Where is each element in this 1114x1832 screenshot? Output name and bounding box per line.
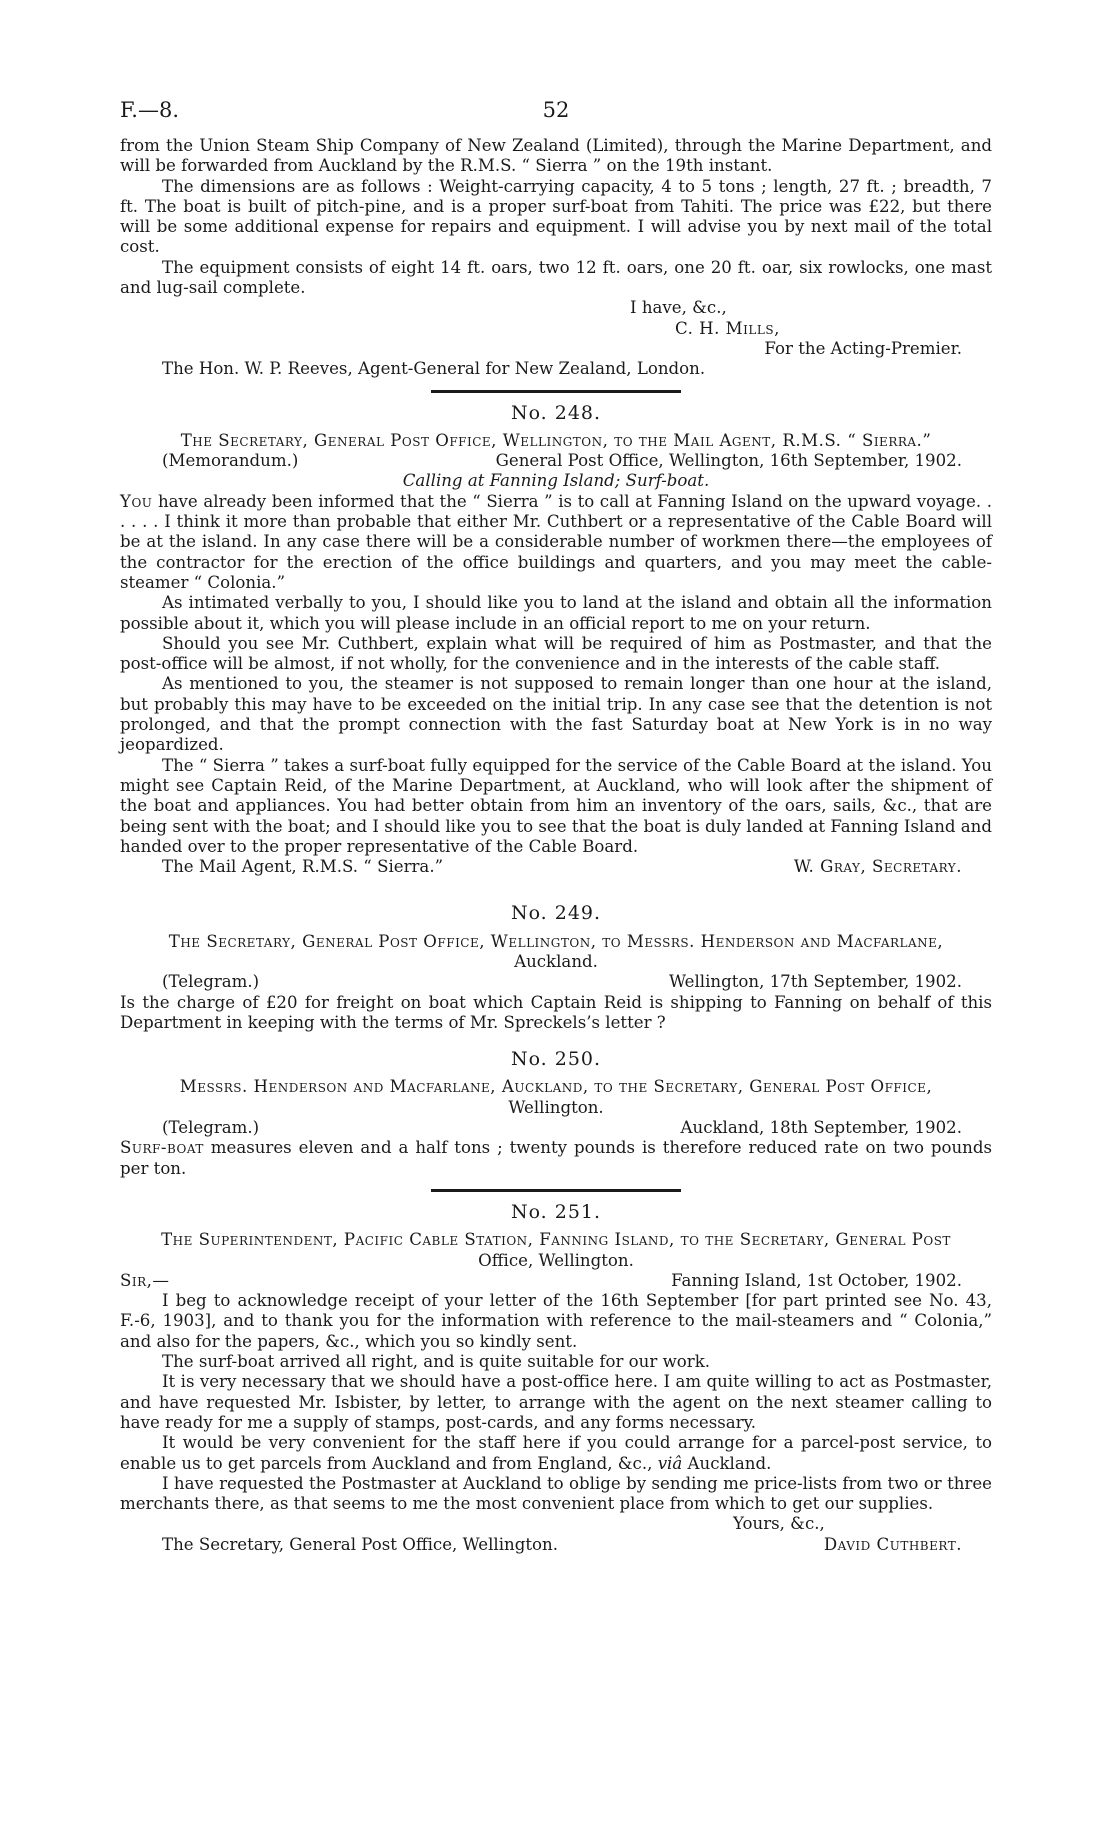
letter-248-paragraph-5: The “ Sierra ” takes a surf-boat fully equipped for the service of the Cable Board at the island. You might see Captain Reid, of the Marine Department, at Auckland, who will look after the shipment of the boat and appliances. You had better obtain from him an inventory of the oars, sails, &c., that are being sent with the boat; and I should like you to see that the boat is duly landed at Fanning Island and handed over to the proper representative of the Cable Board.	[120, 755, 992, 856]
intro-paragraph-1: from the Union Steam Ship Company of New Zealand (Limited), through the Marine Department, and will be forwarded from Auckland by the R.M.S. “ Sierra ” on the 19th instant.	[120, 136, 992, 176]
spacer	[120, 877, 992, 893]
letter-250-heading: No. 250.	[510, 1048, 602, 1071]
page-number: 52	[542, 98, 570, 122]
letter-251-place-date: Fanning Island, 1st October, 1902.	[671, 1270, 962, 1290]
intro-paragraph-2: The dimensions are as follows : Weight-carrying capacity, 4 to 5 tons ; length, 27 ft. ; breadth, 7 ft. The boat is built of pitch-pine, and is a proper surf-boat from Tahiti. The price was £22, but there will be some additional expense for repairs and equipment. I will advise you by next mail of the total cost.	[120, 176, 992, 257]
spacer	[120, 1033, 992, 1039]
letter-248-lead: You	[120, 491, 153, 511]
document-page	[120, 100, 992, 1555]
letter-248-place-date: General Post Office, Wellington, 16th September, 1902.	[495, 451, 962, 471]
letter-248-paragraph-1-text: have already been informed that the “ Sierra ” is to call at Fanning Island on the upward voyage. . . . . . I think it more than probable that either Mr. Cuthbert or a representative of the Cable Board will be at the island. In any case there will be a considerable number of workmen there—the employees of the contractor for the erection of the office buildings and quarters, and you may meet the cable-steamer “ Colonia.”	[120, 491, 992, 592]
letter-248-meta	[120, 451, 992, 471]
letter-249-type: (Telegram.)	[162, 972, 260, 992]
letter-250-from-to: Messrs. Henderson and Macfarlane, Auckland, to the Secretary, General Post Office,	[179, 1077, 933, 1097]
intro-signer	[120, 319, 992, 339]
letter-249-place-date: Wellington, 17th September, 1902.	[668, 972, 962, 992]
letter-249-meta	[120, 972, 992, 992]
intro-letter	[120, 136, 992, 380]
letter-250-body-text: measures eleven and a half tons ; twenty pounds is therefore reduced rate on two pounds per ton.	[120, 1138, 992, 1178]
letter-251-closing: Yours, &c.,	[733, 1514, 825, 1534]
intro-signer-name: C. H. Mills,	[675, 318, 780, 338]
letter-251-paragraph-2: The surf-boat arrived all right, and is quite suitable for our work.	[162, 1352, 711, 1372]
letter-251-paragraph-3: It is very necessary that we should have a post-office here. I am quite willing to act as Postmaster, and have requested Mr. Isbister, by letter, to arrange with the agent on the next steamer calling to have ready for me a supply of stamps, post-cards, and any forms necessary.	[120, 1372, 992, 1432]
letter-250-lead: Surf-boat	[120, 1138, 204, 1158]
letter-250-from-to-cont: Wellington.	[508, 1097, 604, 1117]
letter-251-via: viâ	[657, 1453, 683, 1473]
letter-250-place-date: Auckland, 18th September, 1902.	[680, 1118, 962, 1138]
letter-250-meta	[120, 1118, 992, 1138]
letter-249-body: Is the charge of £20 for freight on boat which Captain Reid is shipping to Fanning on behalf of this Department in keeping with the terms of Mr. Spreckels’s letter ?	[120, 992, 992, 1032]
letter-250-type: (Telegram.)	[162, 1118, 260, 1138]
letter-251-addressee: The Secretary, General Post Office, Wellington.	[162, 1534, 558, 1554]
letter-251-paragraph-5: I have requested the Postmaster at Auckland to oblige by sending me price-lists from two or three merchants there, as that seems to me the most convenient place from which to get our supplies.	[120, 1473, 992, 1514]
letter-248-heading: No. 248.	[510, 401, 602, 424]
letter-248-type: (Memorandum.)	[162, 451, 299, 471]
letter-248-subject: Calling at Fanning Island; Surf-boat.	[402, 471, 710, 491]
letter-250	[120, 1049, 992, 1179]
letter-251-paragraph-4	[120, 1433, 992, 1474]
section-divider	[431, 1189, 681, 1192]
letter-251-from-to-cont: Office, Wellington.	[478, 1250, 634, 1270]
letter-248-paragraph-4: As mentioned to you, the steamer is not supposed to remain longer than one hour at the island, but probably this may have to be exceeded on the initial trip. In any case see that the detention is not prolonged, and that the prompt connection with the fast Saturday boat at New York is in no way jeopardized.	[120, 674, 992, 755]
letter-248	[120, 403, 992, 878]
letter-248-paragraph-2: As intimated verbally to you, I should like you to land at the island and obtain all the information possible about it, which you will please include in an official report to me on your return.	[120, 593, 992, 633]
letter-251-salutation: Sir,—	[120, 1270, 170, 1290]
letter-248-paragraph-1	[120, 492, 992, 593]
letter-249-from-to-cont: Auckland.	[514, 951, 598, 971]
letter-251-heading: No. 251.	[510, 1200, 602, 1223]
letter-249-heading: No. 249.	[510, 902, 602, 925]
letter-251-paragraph-4-a: It would be very convenient for the staff here if you could arrange for a parcel-post service, to enable us to get parcels from Auckland and from England, &c.,	[120, 1433, 992, 1473]
letter-251-from-to: The Superintendent, Pacific Cable Station, Fanning Island, to the Secretary, General Post	[161, 1230, 951, 1250]
intro-closing: I have, &c.,	[630, 298, 727, 318]
intro-paragraph-3: The equipment consists of eight 14 ft. oars, two 12 ft. oars, one 20 ft. oar, six rowlocks, one mast and lug-sail complete.	[120, 257, 992, 298]
section-divider	[431, 390, 681, 393]
document-reference: F.—8.	[120, 98, 180, 122]
letter-251-signature: David Cuthbert.	[823, 1534, 962, 1554]
letter-251-paragraph-4-b: Auckland.	[682, 1453, 772, 1473]
letter-248-from-to: The Secretary, General Post Office, Wellington, to the Mail Agent, R.M.S. “ Sierra.”	[180, 430, 932, 450]
letter-250-body	[120, 1138, 992, 1179]
page-header	[120, 100, 992, 136]
letter-251-meta	[120, 1271, 992, 1291]
letter-251-paragraph-1: I beg to acknowledge receipt of your letter of the 16th September [for part printed see No. 43, F.-6, 1903], and to thank you for the information with reference to the mail-steamers and “ Colonia,” and also for the papers, &c., which you so kindly sent.	[120, 1291, 992, 1351]
letter-248-signature: W. Gray, Secretary.	[793, 857, 962, 877]
letter-251	[120, 1202, 992, 1555]
intro-addressee: The Hon. W. P. Reeves, Agent-General for New Zealand, London.	[162, 359, 706, 379]
letter-251-footer	[120, 1535, 992, 1555]
letter-249	[120, 903, 992, 1033]
letter-249-from-to: The Secretary, General Post Office, Wellington, to Messrs. Henderson and Macfarlane,	[168, 931, 944, 951]
letter-248-addressee: The Mail Agent, R.M.S. “ Sierra.”	[162, 857, 444, 877]
letter-248-footer	[120, 857, 992, 877]
letter-248-paragraph-3: Should you see Mr. Cuthbert, explain what will be required of him as Postmaster, and that the post-office will be almost, if not wholly, for the convenience and in the interests of the cable staff.	[120, 633, 992, 674]
intro-signer-title: For the Acting-Premier.	[764, 338, 962, 358]
